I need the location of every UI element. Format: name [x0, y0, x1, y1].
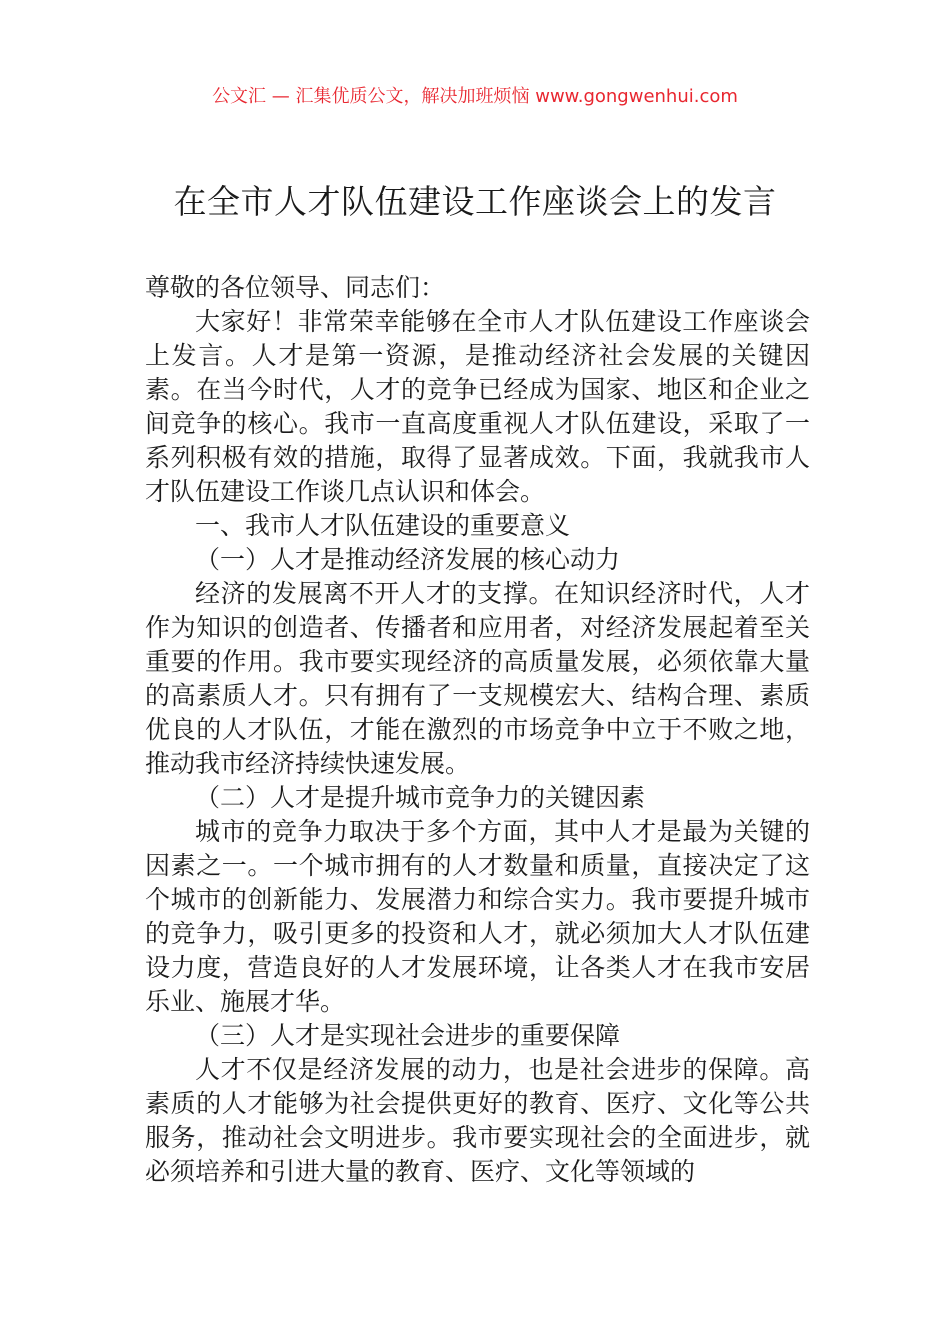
- paragraph-intro: 大家好！非常荣幸能够在全市人才队伍建设工作座谈会上发言。人才是第一资源，是推动经济社会发展的关键因素。在当今时代，人才的竞争已经成为国家、地区和企业之间竞争的核心。我市一直高度重视人才队伍建设，采取了一系列积极有效的措施，取得了显著成效。下面，我就我市人才队伍建设工作谈几点认识和体会。: [145, 307, 810, 506]
- section-heading-1: 一、我市人才队伍建设的重要意义: [195, 511, 571, 540]
- subsection-heading-2: （二）人才是提升城市竞争力的关键因素: [195, 783, 646, 812]
- paragraph-2: 城市的竞争力取决于多个方面，其中人才是最为关键的因素之一。一个城市拥有的人才数量和质量，直接决定了这个城市的创新能力、发展潜力和综合实力。我市要提升城市的竞争力，吸引更多的投资和人才，就必须加大人才队伍建设力度，营造良好的人才发展环境，让各类人才在我市安居乐业、施展才华。: [145, 817, 810, 1016]
- subsection-heading-3: （三）人才是实现社会进步的重要保障: [195, 1021, 621, 1050]
- watermark-header: 公文汇 — 汇集优质公文，解决加班烦恼 www.gongwenhui.com: [212, 86, 738, 107]
- document-body: [145, 271, 810, 1189]
- salutation: 尊敬的各位领导、同志们：: [145, 273, 446, 302]
- paragraph-3: 人才不仅是经济发展的动力，也是社会进步的保障。高素质的人才能够为社会提供更好的教育、医疗、文化等公共服务，推动社会文明进步。我市要实现社会的全面进步，就必须培养和引进大量的教育、医疗、文化等领域的: [145, 1055, 810, 1186]
- subsection-heading-1: （一）人才是推动经济发展的核心动力: [195, 545, 621, 574]
- paragraph-1: 经济的发展离不开人才的支撑。在知识经济时代，人才作为知识的创造者、传播者和应用者，对经济发展起着至关重要的作用。我市要实现经济的高质量发展，必须依靠大量的高素质人才。只有拥有了一支规模宏大、结构合理、素质优良的人才队伍，才能在激烈的市场竞争中立于不败之地，推动我市经济持续快速发展。: [145, 579, 810, 778]
- document-title: 在全市人才队伍建设工作座谈会上的发言: [173, 182, 777, 221]
